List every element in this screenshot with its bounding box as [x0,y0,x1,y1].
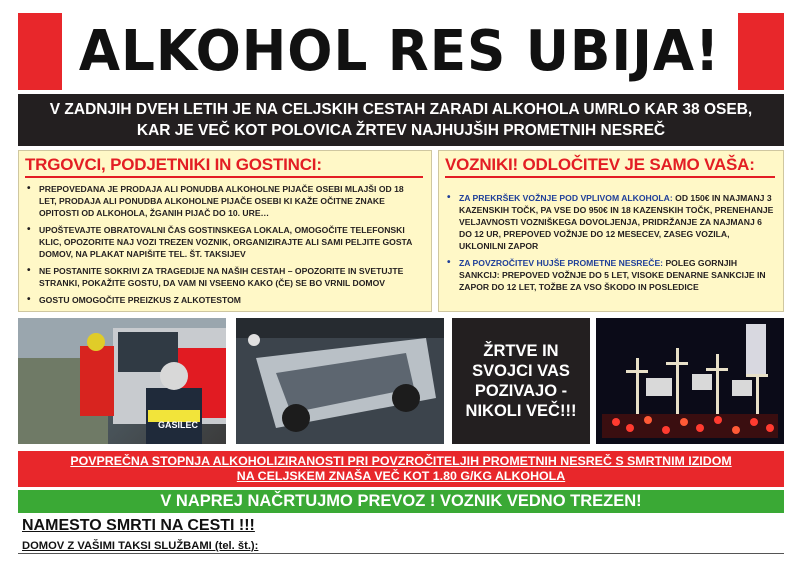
slogan-line-3: POZIVAJO - [474,382,568,400]
stat-line-2: NA CELJSKEM ZNAŠA VEČ KOT 1.80 G/KG ALKOHOLA [236,469,566,483]
bullet-icon: • [27,224,31,235]
list-item: • NE POSTANITE SOKRIVI ZA TRAGEDIJE NA NAŠIH CESTAH – OPOZORITE IN SVETUJTE STRANKI, POKAŽITE GOSTU, DA VAM NI VSEENO KAKO (ČE) SE BO VRNIL DOMOV [27,265,404,288]
drivers-info-box [438,150,784,312]
merchants-list [19,183,431,306]
memorial-candles-illustration [596,318,784,444]
subtitle-line-1: V ZADNJIH DVEH LETIH JE NA CELJSKIH CESTAH ZARADI ALKOHOLA UMRLO KAR 38 OSEB, [49,101,753,118]
title-box [62,13,738,90]
crash-photo [236,318,444,444]
bullet-icon: • [447,257,451,268]
memorial-photo [596,318,784,444]
bullet-icon: • [27,183,31,194]
list-item: • PREPOVEDANA JE PRODAJA ALI PONUDBA ALKOHOLNE PIJAČE OSEBI MLAJŠI OD 18 LET, PRODAJA ALI PONUDBA ALKOHOLNE PIJAČE OSEBI KI KAŽE OČITNE ZNAKE OPITOSTI OD ALKOHOLA, ŽGANIH PIJAČ DO 10. URE… [27,183,404,218]
list-item: • UPOŠTEVAJTE OBRATOVALNI ČAS GOSTINSKEGA LOKALA, OMOGOČITE TELEFONSKI KLIC, OPOZORITE NAJ VOZI TREZEN VOZNIK, ORGANIZIRAJTE ALI SAMI PELJITE GOSTA DOMOV, NA PLAKAT NAPIŠITE TEL. ŠT. TAKSIJEV [27,224,413,259]
sober-driver-banner: V NAPREJ NAČRTUJMO PREVOZ ! VOZNIK VEDNO TREZEN! [18,490,784,513]
subtitle-banner [18,94,784,146]
alcohol-stat-banner [18,451,784,487]
slogan-line-2: SVOJCI VAS [472,362,570,380]
bullet-icon: • [27,294,31,305]
bullet-icon: • [447,192,451,203]
page-title: ALKOHOL RES UBIJA! [79,19,721,84]
list-item: • GOSTU OMOGOČITE PREIZKUS Z ALKOTESTOM [27,294,241,305]
list-item: • ZA POVZROČITEV HUJŠE PROMETNE NESREČE: POLEG GORNJIH SANKCIJ: PREPOVED VOŽNJE DO 5 LET, VISOKE DENARNE SANKCIJE IN ZAPOR DO 12 LET, TOŽBE ZA VSO ŠKODO IN POSLEDICE [447,257,766,292]
footer-taxi-line: DOMOV Z VAŠIMI TAKSI SLUŽBAMI (tel. št.): [22,540,259,552]
list-item: • ZA PREKRŠEK VOŽNJE POD VPLIVOM ALKOHOLA: OD 150€ IN NAJMANJ 3 KAZENSKIH TOČK, PA VSE DO 950€ IN 18 KAZENSKIH TOČK, PRENEHANJE VELJAVNOSTI VOZNIŠKEGA DOVOLJENJA, PRIDRŽANJE ZA NAJMANJ 6 DO 12 UR, PREPOVED VOŽNJE DO 12 MESECEV, ZASEG VOZILA, UKLONILNI ZAPOR [447,192,774,251]
wrecked-car-illustration [236,318,444,444]
heading-underline [25,176,423,178]
drivers-list [439,192,783,293]
footer-rule [18,553,784,554]
slogan-line-4: NIKOLI VEČ!!! [465,402,577,420]
merchants-info-box [18,150,432,312]
slogan-line-1: ŽRTVE IN [483,342,559,360]
helmet-label: GASILEC [158,420,199,430]
victims-slogan [452,318,590,444]
drivers-heading: VOZNIKI! ODLOČITEV JE SAMO VAŠA: [445,155,755,174]
bullet-icon: • [27,265,31,276]
stat-line-1: POVPREČNA STOPNJA ALKOHOLIZIRANOSTI PRI POVZROČITELJIH PROMETNIH NESREČ S SMRTNIM IZIDOM [70,454,732,468]
footer-headline: NAMESTO SMRTI NA CESTI !!! [22,517,255,534]
heading-underline [445,176,775,178]
merchants-heading: TRGOVCI, PODJETNIKI IN GOSTINCI: [25,155,322,174]
subtitle-line-2: KAR JE VEČ KOT POLOVICA ŽRTEV NAJHUJŠIH PROMETNIH NESREČ [136,122,666,139]
firefighters-photo [18,318,226,444]
